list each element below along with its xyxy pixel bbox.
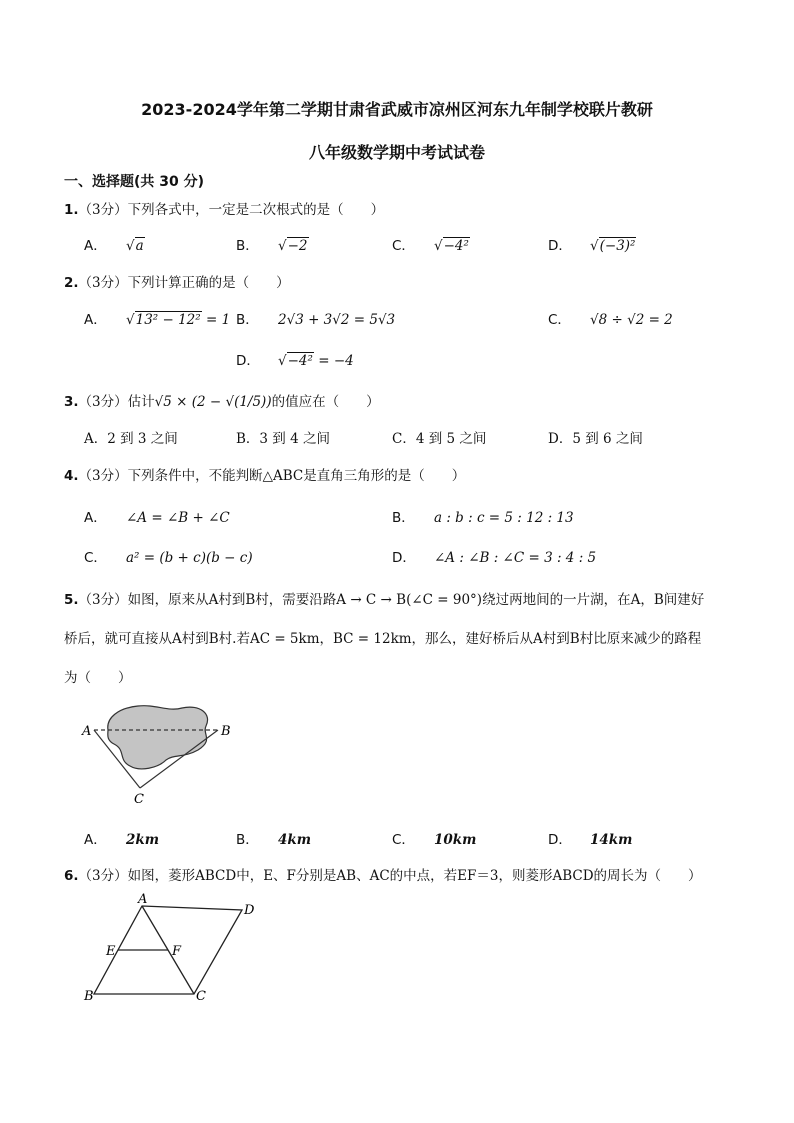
option-5a[interactable]: [84, 828, 159, 848]
option-label: B．: [236, 832, 259, 848]
option-label: D．: [548, 238, 572, 254]
question-6: [64, 864, 702, 884]
option-label: D．: [392, 550, 416, 566]
question-stem: （3分）下列各式中，一定是二次根式的是（ ）: [78, 202, 385, 218]
question-number: 6.: [64, 868, 79, 884]
question-stem-line3: 为（ ）: [64, 670, 132, 686]
point-c-label: C: [196, 989, 206, 1004]
option-1c[interactable]: C． √−4²: [392, 234, 470, 254]
option-3c[interactable]: [392, 427, 486, 447]
question-stem-line2: 桥后，就可直接从A村到B村.若AC = 5km，BC = 12km，那么，建好桥后从A村到B村比原来减少的路程: [64, 631, 702, 647]
option-label: D．: [548, 431, 573, 447]
option-4a[interactable]: [84, 506, 230, 526]
question-number: 1.: [64, 202, 79, 218]
option-text: 4 到 5 之间: [415, 431, 487, 447]
option-text: 4km: [278, 832, 312, 848]
option-text: ∠A : ∠B : ∠C = 3 : 4 : 5: [434, 550, 597, 566]
option-label: A．: [84, 238, 107, 254]
option-text: 2√3 + 3√2 = 5√3: [278, 312, 396, 328]
option-label: B．: [236, 431, 260, 447]
radicand: −4²: [443, 238, 469, 254]
lake-figure: [78, 696, 248, 811]
section-heading: 一、选择题(共 30 分): [64, 174, 205, 190]
question-stem: （3分）下列计算正确的是（ ）: [78, 275, 290, 291]
option-2c[interactable]: [548, 308, 673, 328]
question-number: 3.: [64, 394, 79, 410]
question-expression: √5 × (2 − √(1/5)): [154, 394, 272, 410]
option-text: ∠A = ∠B + ∠C: [126, 510, 230, 526]
question-stem-before: （3分）估计: [78, 394, 155, 410]
point-b-label: B: [221, 724, 231, 739]
option-text: a : b : c = 5 : 12 : 13: [434, 510, 574, 526]
option-text: 14km: [590, 832, 633, 848]
option-4c[interactable]: [84, 546, 253, 566]
point-d-label: D: [244, 903, 255, 918]
option-3d[interactable]: [548, 427, 643, 447]
point-e-label: E: [106, 944, 116, 959]
option-label: B．: [392, 510, 415, 526]
question-stem: （3分）下列条件中，不能判断△ABC是直角三角形的是（ ）: [78, 468, 466, 484]
question-5: [64, 588, 704, 608]
question-4: [64, 464, 465, 484]
radicand: −2: [287, 238, 308, 254]
option-text: = −4: [313, 353, 354, 369]
option-1b[interactable]: B． √−2: [236, 234, 309, 254]
option-2a[interactable]: A． √13² − 12² = 1: [84, 308, 230, 328]
option-2b[interactable]: [236, 308, 395, 328]
radicand: 13² − 12²: [135, 312, 201, 328]
option-text: √8 ÷ √2 = 2: [590, 312, 673, 328]
option-label: C．: [84, 550, 107, 566]
question-3: [64, 390, 380, 410]
point-c-label: C: [134, 792, 144, 807]
option-1a[interactable]: A． √a: [84, 234, 145, 254]
question-stem: （3分）如图，菱形ABCD中，E、F分别是AB、AC的中点，若EF＝3，则菱形ABCD的周长为（ ）: [78, 868, 702, 884]
option-label: B．: [236, 312, 259, 328]
option-label: A．: [84, 431, 108, 447]
option-text: 2 到 3 之间: [107, 431, 178, 447]
exam-title-line1: 2023-2024学年第二学期甘肃省武威市凉州区河东九年制学校联片教研: [141, 100, 653, 119]
point-f-label: F: [172, 944, 182, 959]
option-4b[interactable]: [392, 506, 574, 526]
option-text: = 1: [201, 312, 231, 328]
option-label: A．: [84, 832, 107, 848]
option-label: B．: [236, 238, 259, 254]
option-text: 10km: [434, 832, 477, 848]
radicand: a: [135, 238, 144, 254]
point-a-label: A: [138, 892, 148, 907]
option-4d[interactable]: [392, 546, 596, 566]
question-stem-line1: （3分）如图，原来从A村到B村，需要沿路A → C → B(∠C = 90°)绕过两地间的一片湖，在A，B间建好: [78, 592, 705, 608]
option-label: C．: [392, 431, 416, 447]
point-a-label: A: [82, 724, 92, 739]
question-number: 5.: [64, 592, 79, 608]
question-2: [64, 271, 290, 291]
option-5d[interactable]: [548, 828, 632, 848]
option-3a[interactable]: [84, 427, 178, 447]
option-text: 5 到 6 之间: [572, 431, 643, 447]
radicand: −4²: [287, 353, 313, 369]
option-label: C．: [548, 312, 571, 328]
option-label: C．: [392, 238, 415, 254]
option-label: A．: [84, 312, 107, 328]
rhombus-figure: [80, 890, 270, 1010]
option-text: 3 到 4 之间: [259, 431, 330, 447]
option-text: a² = (b + c)(b − c): [126, 550, 253, 566]
option-label: C．: [392, 832, 415, 848]
lake-shape: [108, 706, 208, 769]
question-1: [64, 198, 384, 218]
point-b-label: B: [84, 989, 94, 1004]
question-number: 2.: [64, 275, 79, 291]
option-5c[interactable]: [392, 828, 476, 848]
option-label: D．: [548, 832, 572, 848]
option-label: D．: [236, 353, 260, 369]
radicand: (−3)²: [599, 238, 636, 254]
option-label: A．: [84, 510, 107, 526]
option-3b[interactable]: [236, 427, 330, 447]
option-2d[interactable]: D． √−4² = −4: [236, 349, 354, 369]
question-number: 4.: [64, 468, 79, 484]
exam-title-line2: 八年级数学期中考试试卷: [308, 143, 485, 162]
question-stem-after: 的值应在（ ）: [271, 394, 380, 410]
option-text: 2km: [126, 832, 160, 848]
option-1d[interactable]: D． √(−3)²: [548, 234, 636, 254]
option-5b[interactable]: [236, 828, 311, 848]
